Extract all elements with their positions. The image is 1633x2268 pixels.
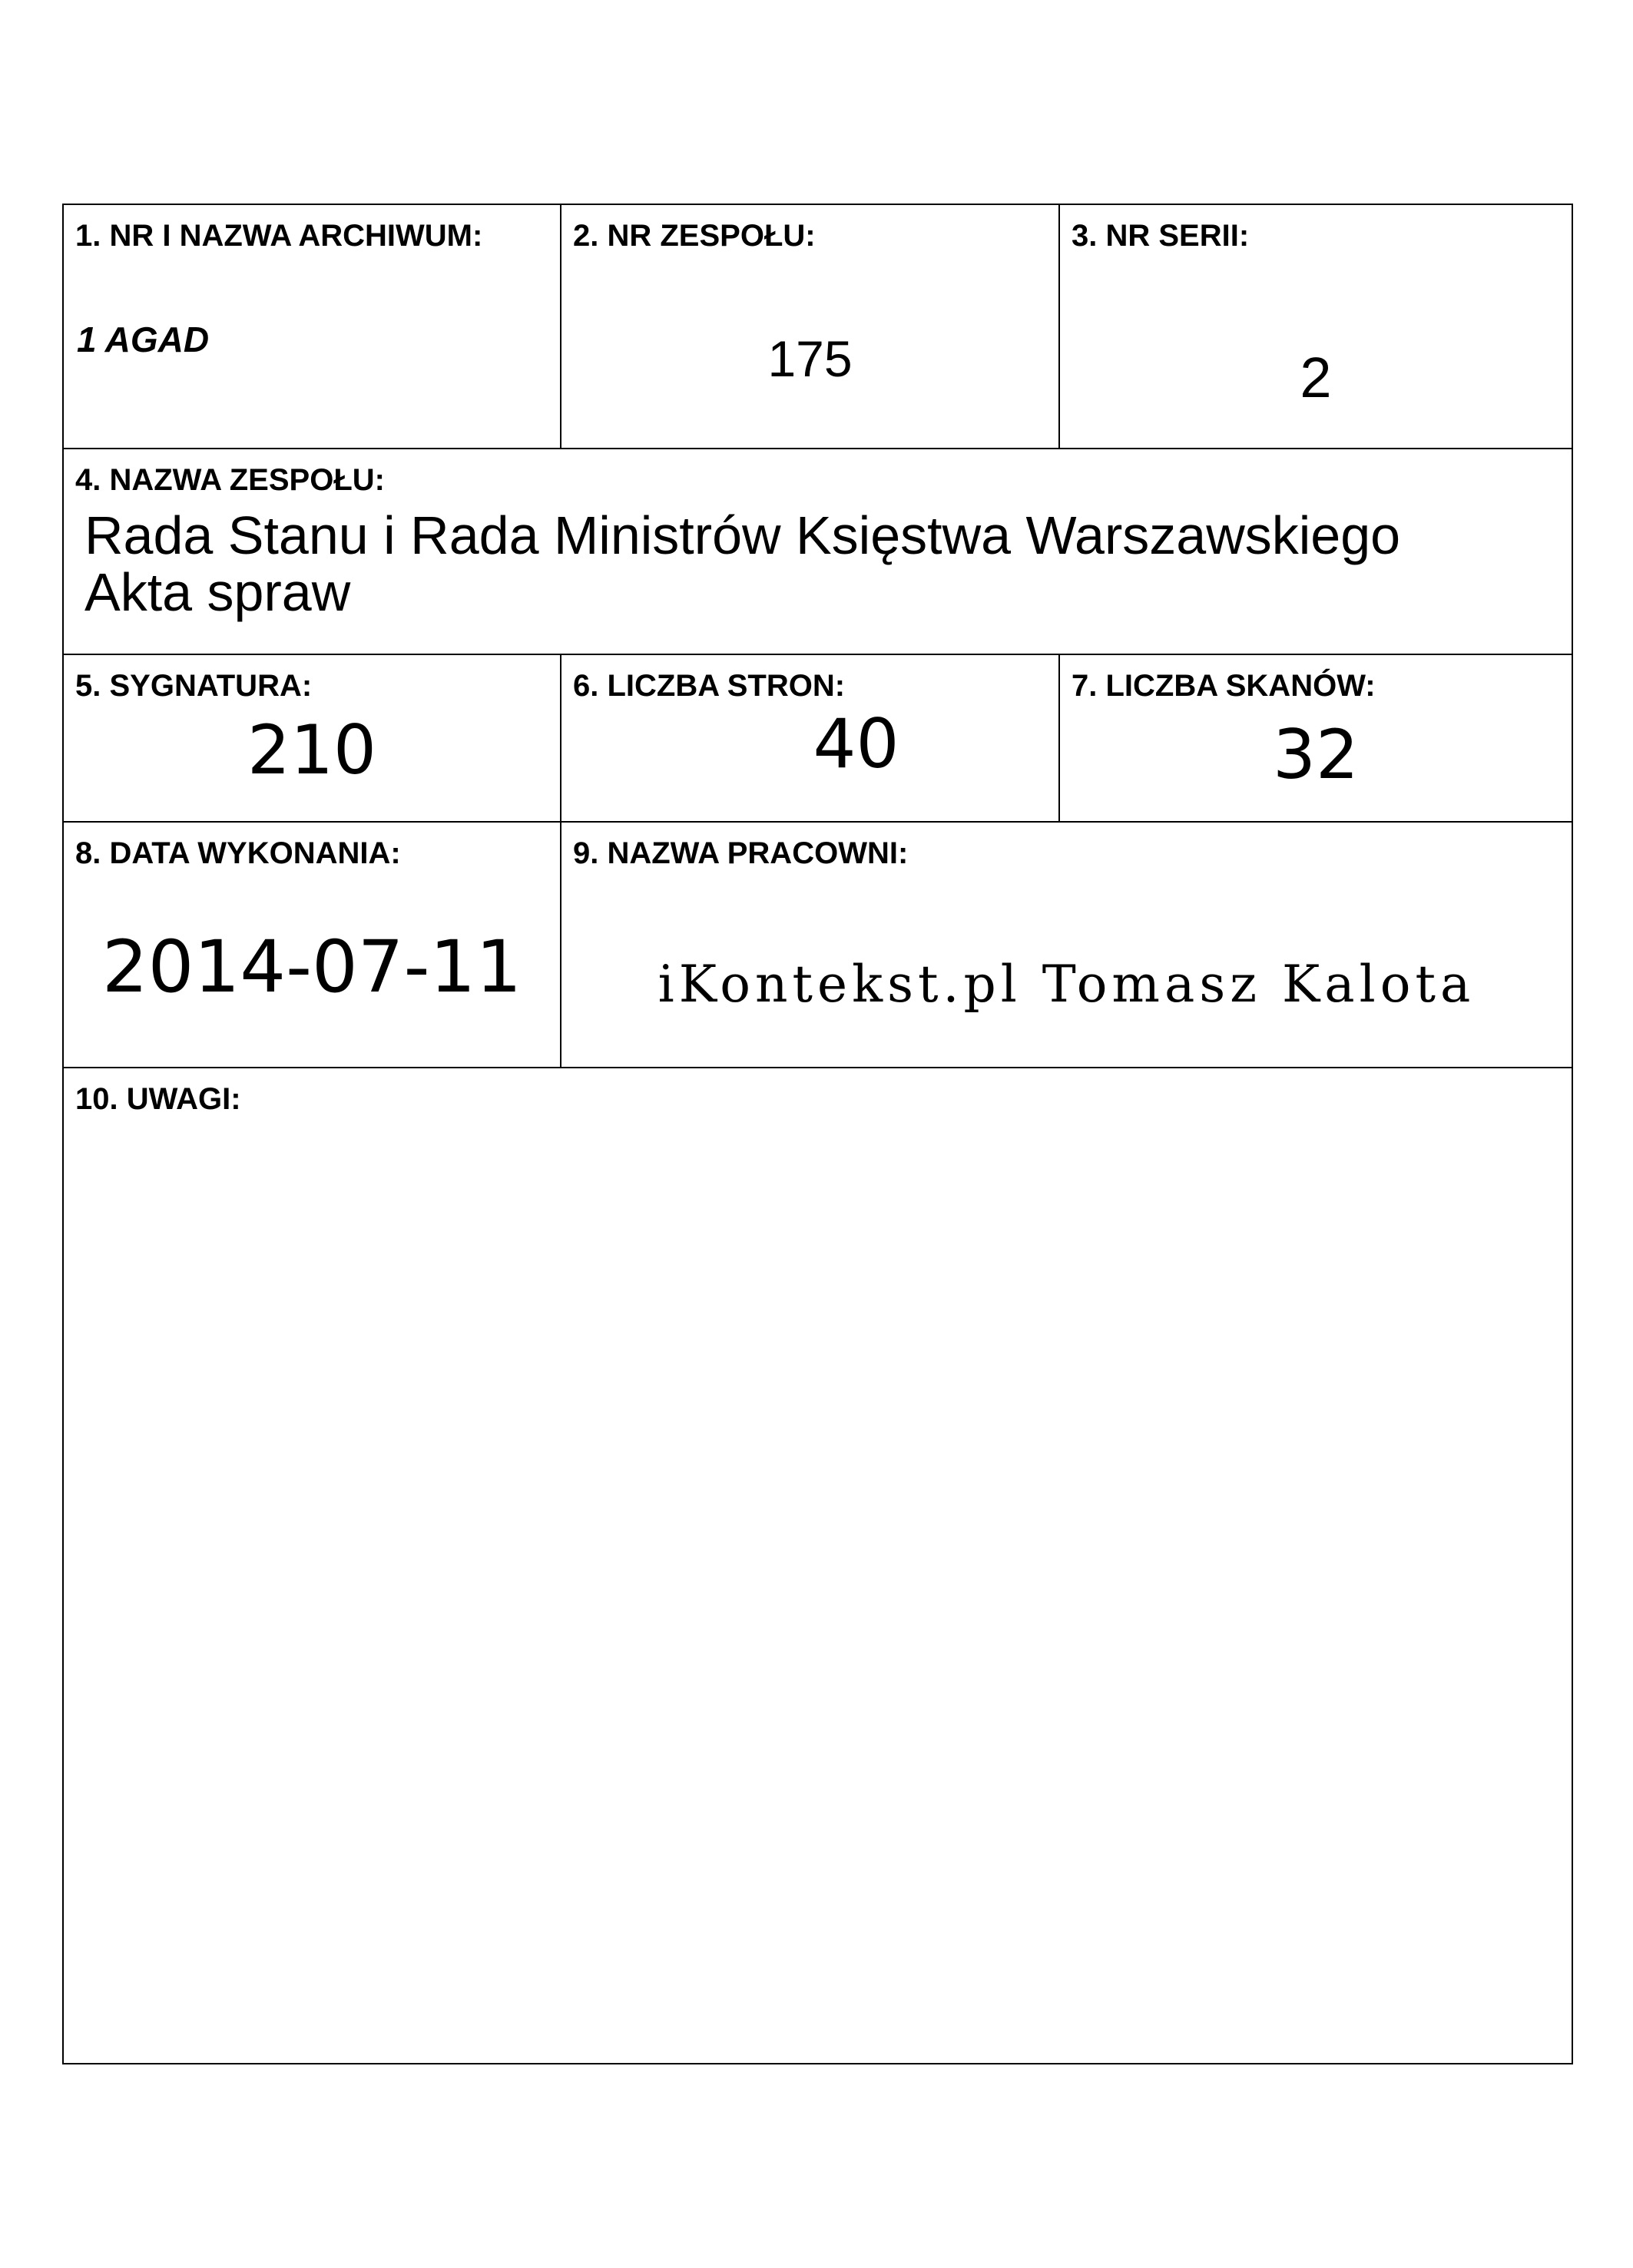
date-value: 2014-07-11	[101, 925, 522, 1009]
form-row-4	[64, 823, 1572, 1068]
page-count-cell	[561, 655, 1060, 821]
page-count-value: 40	[813, 704, 899, 783]
workshop-label: 9. NAZWA PRACOWNI:	[573, 836, 909, 870]
series-number-cell	[1060, 205, 1572, 448]
remarks-cell	[64, 1068, 1572, 2063]
form-row-5	[64, 1068, 1572, 2063]
form-row-3	[64, 655, 1572, 823]
date-cell	[64, 823, 561, 1067]
signature-value: 210	[247, 710, 376, 790]
series-number-label: 3. NR SERII:	[1072, 219, 1250, 253]
fond-number-label: 2. NR ZESPOŁU:	[573, 219, 816, 253]
metadata-form	[62, 204, 1573, 2064]
scan-count-label: 7. LICZBA SKANÓW:	[1072, 669, 1376, 703]
scan-count-value: 32	[1273, 715, 1359, 794]
archive-value: 1 AGAD	[77, 320, 210, 359]
fond-name-line-2: Akta spraw	[84, 562, 351, 622]
workshop-cell	[561, 823, 1572, 1067]
signature-label: 5. SYGNATURA:	[75, 669, 313, 703]
fond-name-line-1: Rada Stanu i Rada Ministrów Księstwa Warszawskiego	[84, 505, 1401, 565]
workshop-value: iKontekst.pl Tomasz Kalota	[658, 955, 1476, 1014]
series-number-value: 2	[1300, 346, 1332, 409]
fond-name-cell	[64, 449, 1572, 654]
fond-number-cell	[561, 205, 1060, 448]
fond-number-value: 175	[767, 330, 853, 387]
signature-cell	[64, 655, 561, 821]
archive-label: 1. NR I NAZWA ARCHIWUM:	[75, 219, 483, 253]
remarks-label: 10. UWAGI:	[75, 1082, 241, 1116]
date-label: 8. DATA WYKONANIA:	[75, 836, 401, 870]
scan-count-cell	[1060, 655, 1572, 821]
fond-name-label: 4. NAZWA ZESPOŁU:	[75, 463, 385, 497]
page-count-label: 6. LICZBA STRON:	[573, 669, 846, 703]
form-row-2	[64, 449, 1572, 655]
archive-cell	[64, 205, 561, 448]
form-row-1	[64, 205, 1572, 449]
